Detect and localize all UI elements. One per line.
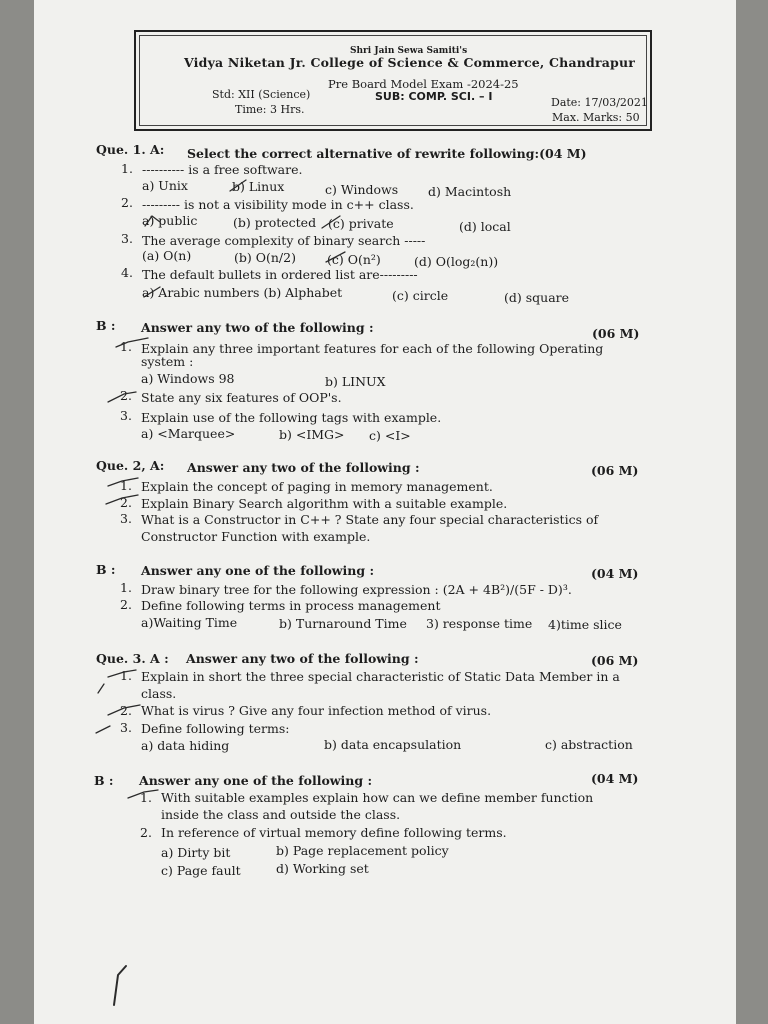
- tick-mark-q3a-1: [108, 670, 136, 677]
- max-marks: Max. Marks: 50: [552, 111, 640, 124]
- q1b-item-1-text: Explain any three important features for each of the following Operating: [141, 341, 604, 356]
- q2a-item-1-num: 1.: [120, 478, 132, 493]
- tick-mark-q1b-1: [116, 338, 148, 347]
- q1b-item-1-opt-b: b) LINUX: [325, 374, 386, 389]
- q1a-item-3-opt-a: (a) O(n): [142, 248, 192, 263]
- q1b-title: Answer any two of the following :: [141, 320, 374, 335]
- q1a-item-2-opt-d: (d) local: [459, 219, 511, 234]
- q3a-item-3-opt-b: b) data encapsulation: [324, 737, 462, 752]
- q2a-item-3-num: 3.: [120, 511, 132, 526]
- q2b-item-2-opt-a: a)Waiting Time: [141, 615, 238, 630]
- q1a-item-1-opt-d: d) Macintosh: [428, 184, 512, 199]
- q3a-label: Que. 3. A :: [96, 651, 169, 666]
- q3a-item-1-cont: class.: [141, 686, 177, 701]
- q2b-item-2-text: Define following terms in process management: [141, 598, 441, 613]
- q3a-item-2-text: What is virus ? Give any four infection method of virus.: [141, 703, 492, 718]
- q2a-title: Answer any two of the following :: [187, 460, 420, 475]
- college-name: Vidya Niketan Jr. College of Science & Commerce, Chandrapur: [184, 55, 636, 70]
- q2b-item-1-text: Draw binary tree for the following expression : (2A + 4B²)/(5F - D)³.: [141, 582, 572, 597]
- margin-scribble: [114, 966, 126, 1005]
- q1a-item-1-text: ---------- is a free software.: [142, 162, 303, 177]
- q2a-item-1-text: Explain the concept of paging in memory management.: [141, 479, 493, 494]
- q1a-item-4-opt-d: (d) square: [504, 290, 570, 305]
- q2a-marks: (06 M): [591, 463, 639, 478]
- q3a-item-3-opt-a: a) data hiding: [141, 738, 230, 753]
- q1a-item-2-opt-c: (c) private: [328, 216, 394, 231]
- q1a-item-3-opt-d: (d) O(log₂(n)): [414, 254, 499, 269]
- q1b-item-1-opt-a: a) Windows 98: [141, 371, 235, 386]
- tick-mark-q3b-1: [128, 790, 158, 798]
- tick-mark-q3a-margin: [98, 684, 104, 693]
- q1a-item-3-opt-c: (c) O(n²): [327, 252, 381, 267]
- q2a-item-2-num: 2.: [120, 495, 132, 510]
- q1a-item-1-opt-b: b) Linux: [232, 179, 285, 194]
- q2b-label: B :: [96, 562, 116, 577]
- q3a-item-2-num: 2.: [120, 703, 132, 718]
- exam-time: Time: 3 Hrs.: [235, 103, 305, 116]
- tick-mark-q1a-3: [326, 252, 345, 262]
- q2a-item-3-cont: Constructor Function with example.: [141, 529, 371, 544]
- q1a-item-2-opt-a: a) public: [142, 213, 198, 228]
- tick-mark-q1a-4: [144, 287, 160, 297]
- q1b-item-3-opt-c: c) <I>: [369, 428, 411, 443]
- q3b-item-2-opt-d: d) Working set: [276, 861, 369, 876]
- q1a-item-3-text: The average complexity of binary search -----: [142, 233, 426, 248]
- q1a-item-3-opt-b: (b) O(n/2): [234, 250, 296, 265]
- tick-mark-q3a-3: [96, 726, 110, 733]
- tick-mark-q3a-2: [108, 705, 140, 715]
- q1b-marks: (06 M): [592, 326, 640, 341]
- q2b-title: Answer any one of the following :: [141, 563, 375, 578]
- q2a-item-2-text: Explain Binary Search algorithm with a suitable example.: [141, 496, 508, 511]
- q3b-marks: (04 M): [591, 771, 639, 786]
- tick-mark-q2a-2: [106, 495, 138, 504]
- tick-mark-q1a-2: [145, 216, 160, 226]
- q3b-item-2-text: In reference of virtual memory define following terms.: [161, 825, 507, 840]
- q3b-title: Answer any one of the following :: [139, 773, 373, 788]
- q1b-item-2-num: 2.: [120, 388, 132, 403]
- q3a-item-3-num: 3.: [120, 720, 132, 735]
- q1b-item-1-num: 1.: [120, 339, 132, 354]
- exam-title: Pre Board Model Exam -2024-25: [328, 77, 519, 91]
- q2b-item-2-opt-c: 3) response time: [426, 616, 533, 631]
- q3a-marks: (06 M): [591, 653, 639, 668]
- q3b-item-1-cont: inside the class and outside the class.: [161, 807, 401, 822]
- q2b-item-2-opt-d: 4)time slice: [548, 617, 622, 632]
- q2b-item-1-num: 1.: [120, 580, 132, 595]
- q3a-title: Answer any two of the following :: [186, 651, 419, 666]
- q1b-item-2-text: State any six features of OOP's.: [141, 390, 342, 405]
- q1a-label: Que. 1. A:: [96, 142, 165, 157]
- tick-mark-q1a-2b: [322, 216, 340, 228]
- tick-mark-q2a-1: [108, 478, 138, 486]
- q3b-item-1-num: 1.: [140, 790, 152, 805]
- q1a-item-4-opt-c: (c) circle: [392, 288, 449, 303]
- q1a-item-1-opt-a: a) Unix: [142, 178, 188, 193]
- q3b-item-2-num: 2.: [140, 825, 152, 840]
- society-name: Shri Jain Sewa Samiti's: [350, 46, 468, 56]
- q1a-item-2-text: --------- is not a visibility mode in c++ class.: [142, 197, 414, 212]
- q2b-marks: (04 M): [591, 566, 639, 581]
- q3a-item-1-num: 1.: [120, 668, 132, 683]
- q1a-item-2-opt-b: (b) protected: [233, 215, 317, 230]
- q3b-item-1-text: With suitable examples explain how can we define member function: [161, 790, 594, 805]
- q2a-item-3-text: What is a Constructor in C++ ? State any four special characteristics of: [141, 512, 599, 527]
- q2b-item-2-opt-b: b) Turnaround Time: [279, 616, 407, 631]
- q1a-item-4-text: The default bullets in ordered list are---------: [142, 267, 418, 282]
- q1b-item-3-opt-b: b) <IMG>: [279, 427, 345, 442]
- q1b-item-3-num: 3.: [120, 408, 132, 423]
- q1a-item-4-num: 4.: [121, 265, 133, 280]
- q3b-item-2-opt-a: a) Dirty bit: [161, 845, 231, 860]
- standard: Std: XII (Science): [212, 88, 311, 101]
- q1b-item-1-cont: system :: [141, 354, 194, 369]
- q3b-item-2-opt-b: b) Page replacement policy: [276, 843, 449, 858]
- q1b-item-3-opt-a: a) <Marquee>: [141, 426, 236, 441]
- q3a-item-1-text: Explain in short the three special characteristic of Static Data Member in a: [141, 669, 620, 684]
- q1a-item-1-opt-c: c) Windows: [325, 182, 399, 197]
- q1a-item-2-num: 2.: [121, 195, 133, 210]
- q3a-item-3-opt-c: c) abstraction: [545, 737, 633, 752]
- q1a-item-3-num: 3.: [121, 231, 133, 246]
- q1a-title: Select the correct alternative of rewrite following:(04 M): [187, 146, 587, 161]
- q1b-label: B :: [96, 318, 116, 333]
- subject: SUB: COMP. SCI. – I: [375, 90, 493, 103]
- tick-mark-q1a-1: [230, 180, 246, 191]
- tick-mark-q1b-2: [108, 392, 136, 402]
- q3a-item-3-text: Define following terms:: [141, 721, 290, 736]
- q1a-item-1-num: 1.: [121, 161, 133, 176]
- exam-date: Date: 17/03/2021: [551, 96, 648, 109]
- q1b-item-3-text: Explain use of the following tags with example.: [141, 410, 442, 425]
- q3b-item-2-opt-c: c) Page fault: [161, 863, 241, 878]
- q1a-item-4-opt-ab: a) Arabic numbers (b) Alphabet: [142, 285, 343, 300]
- q3b-label: B :: [94, 773, 114, 788]
- q2a-label: Que. 2, A:: [96, 458, 165, 473]
- q2b-item-2-num: 2.: [120, 597, 132, 612]
